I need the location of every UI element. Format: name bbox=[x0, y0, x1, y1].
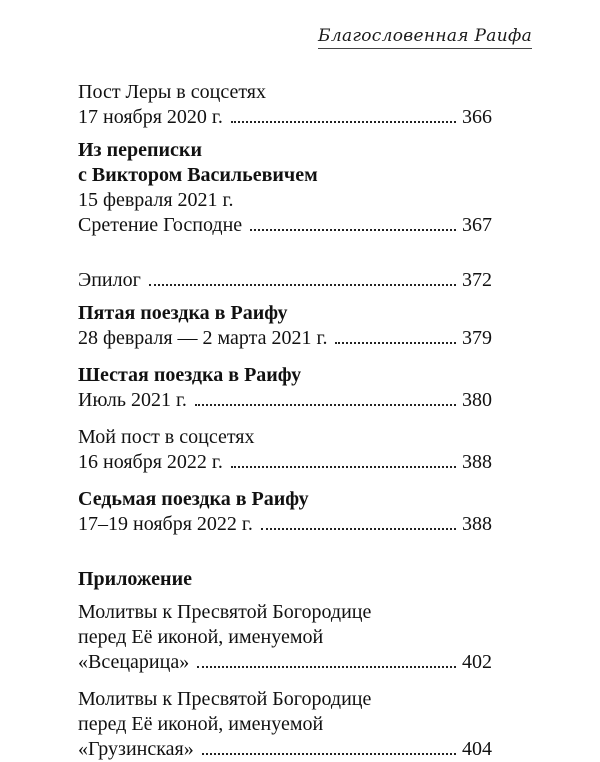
toc-line bbox=[78, 687, 492, 712]
toc-line bbox=[78, 512, 492, 537]
toc-line bbox=[78, 625, 492, 650]
toc-line bbox=[78, 363, 492, 388]
dot-leader bbox=[261, 528, 456, 530]
toc-line bbox=[78, 188, 492, 213]
toc-line bbox=[78, 301, 492, 326]
toc-line bbox=[78, 650, 492, 675]
running-head bbox=[318, 26, 532, 49]
toc-line bbox=[78, 600, 492, 625]
running-head-rule bbox=[318, 48, 532, 49]
entry-heading: Пятая поездка в Раифу bbox=[78, 302, 288, 324]
toc-entry bbox=[78, 363, 492, 413]
entry-title: Эпилог bbox=[78, 269, 141, 291]
entry-heading: Седьмая поездка в Раифу bbox=[78, 488, 309, 510]
toc-line bbox=[78, 105, 492, 130]
toc-line bbox=[78, 712, 492, 737]
toc-entry bbox=[78, 600, 492, 675]
toc-line bbox=[78, 326, 492, 351]
toc-line bbox=[78, 163, 492, 188]
entry-title: Пост Леры в соцсетях bbox=[78, 81, 266, 103]
page-number: 379 bbox=[462, 327, 492, 349]
toc-entry bbox=[78, 268, 492, 293]
table-of-contents bbox=[78, 80, 492, 762]
running-head-title: Благословенная Раифа bbox=[318, 26, 532, 46]
entry-title: перед Её иконой, именуемой bbox=[78, 713, 324, 735]
toc-line bbox=[78, 268, 492, 293]
dot-leader bbox=[197, 666, 456, 668]
entry-heading: Шестая поездка в Раифу bbox=[78, 364, 302, 386]
dot-leader bbox=[202, 753, 456, 755]
toc-entry bbox=[78, 687, 492, 762]
page-number: 380 bbox=[462, 389, 492, 411]
dot-leader bbox=[335, 342, 456, 344]
toc-line bbox=[78, 388, 492, 413]
entry-title: перед Её иконой, именуемой bbox=[78, 626, 324, 648]
dot-leader bbox=[231, 466, 456, 468]
toc-entry bbox=[78, 425, 492, 475]
dot-leader bbox=[250, 229, 456, 231]
dot-leader bbox=[149, 284, 456, 286]
page-number: 404 bbox=[462, 738, 492, 760]
entry-title: «Грузинская» bbox=[78, 738, 194, 760]
entry-title: «Всецарица» bbox=[78, 651, 190, 673]
toc-entry bbox=[78, 138, 492, 238]
entry-subtitle: 17–19 ноября 2022 г. bbox=[78, 513, 253, 535]
toc-line bbox=[78, 450, 492, 475]
toc-entry bbox=[78, 80, 492, 130]
page-number: 366 bbox=[462, 106, 492, 128]
toc-entry bbox=[78, 301, 492, 351]
page-number: 372 bbox=[462, 269, 492, 291]
entry-title: Молитвы к Пресвятой Богородице bbox=[78, 688, 372, 710]
page-number: 402 bbox=[462, 651, 492, 673]
entry-heading: Из переписки bbox=[78, 139, 202, 161]
toc-line bbox=[78, 213, 492, 238]
toc-line bbox=[78, 80, 492, 105]
toc-line bbox=[78, 138, 492, 163]
entry-heading: с Виктором Васильевичем bbox=[78, 164, 318, 186]
entry-subtitle: 15 февраля 2021 г. bbox=[78, 189, 234, 211]
toc-line bbox=[78, 425, 492, 450]
appendix-heading: Приложение bbox=[78, 568, 192, 590]
entry-title: Мой пост в соцсетях bbox=[78, 426, 255, 448]
entry-subtitle: Сретение Господне bbox=[78, 214, 243, 236]
toc-entry bbox=[78, 487, 492, 537]
page-number: 367 bbox=[462, 214, 492, 236]
entry-title: Молитвы к Пресвятой Богородице bbox=[78, 601, 372, 623]
entry-subtitle: Июль 2021 г. bbox=[78, 389, 187, 411]
entry-subtitle: 28 февраля — 2 марта 2021 г. bbox=[78, 327, 328, 349]
dot-leader bbox=[231, 121, 456, 123]
page-number: 388 bbox=[462, 513, 492, 535]
toc-line bbox=[78, 487, 492, 512]
page-number: 388 bbox=[462, 451, 492, 473]
dot-leader bbox=[195, 404, 456, 406]
entry-subtitle: 16 ноября 2022 г. bbox=[78, 451, 223, 473]
entry-subtitle: 17 ноября 2020 г. bbox=[78, 106, 223, 128]
